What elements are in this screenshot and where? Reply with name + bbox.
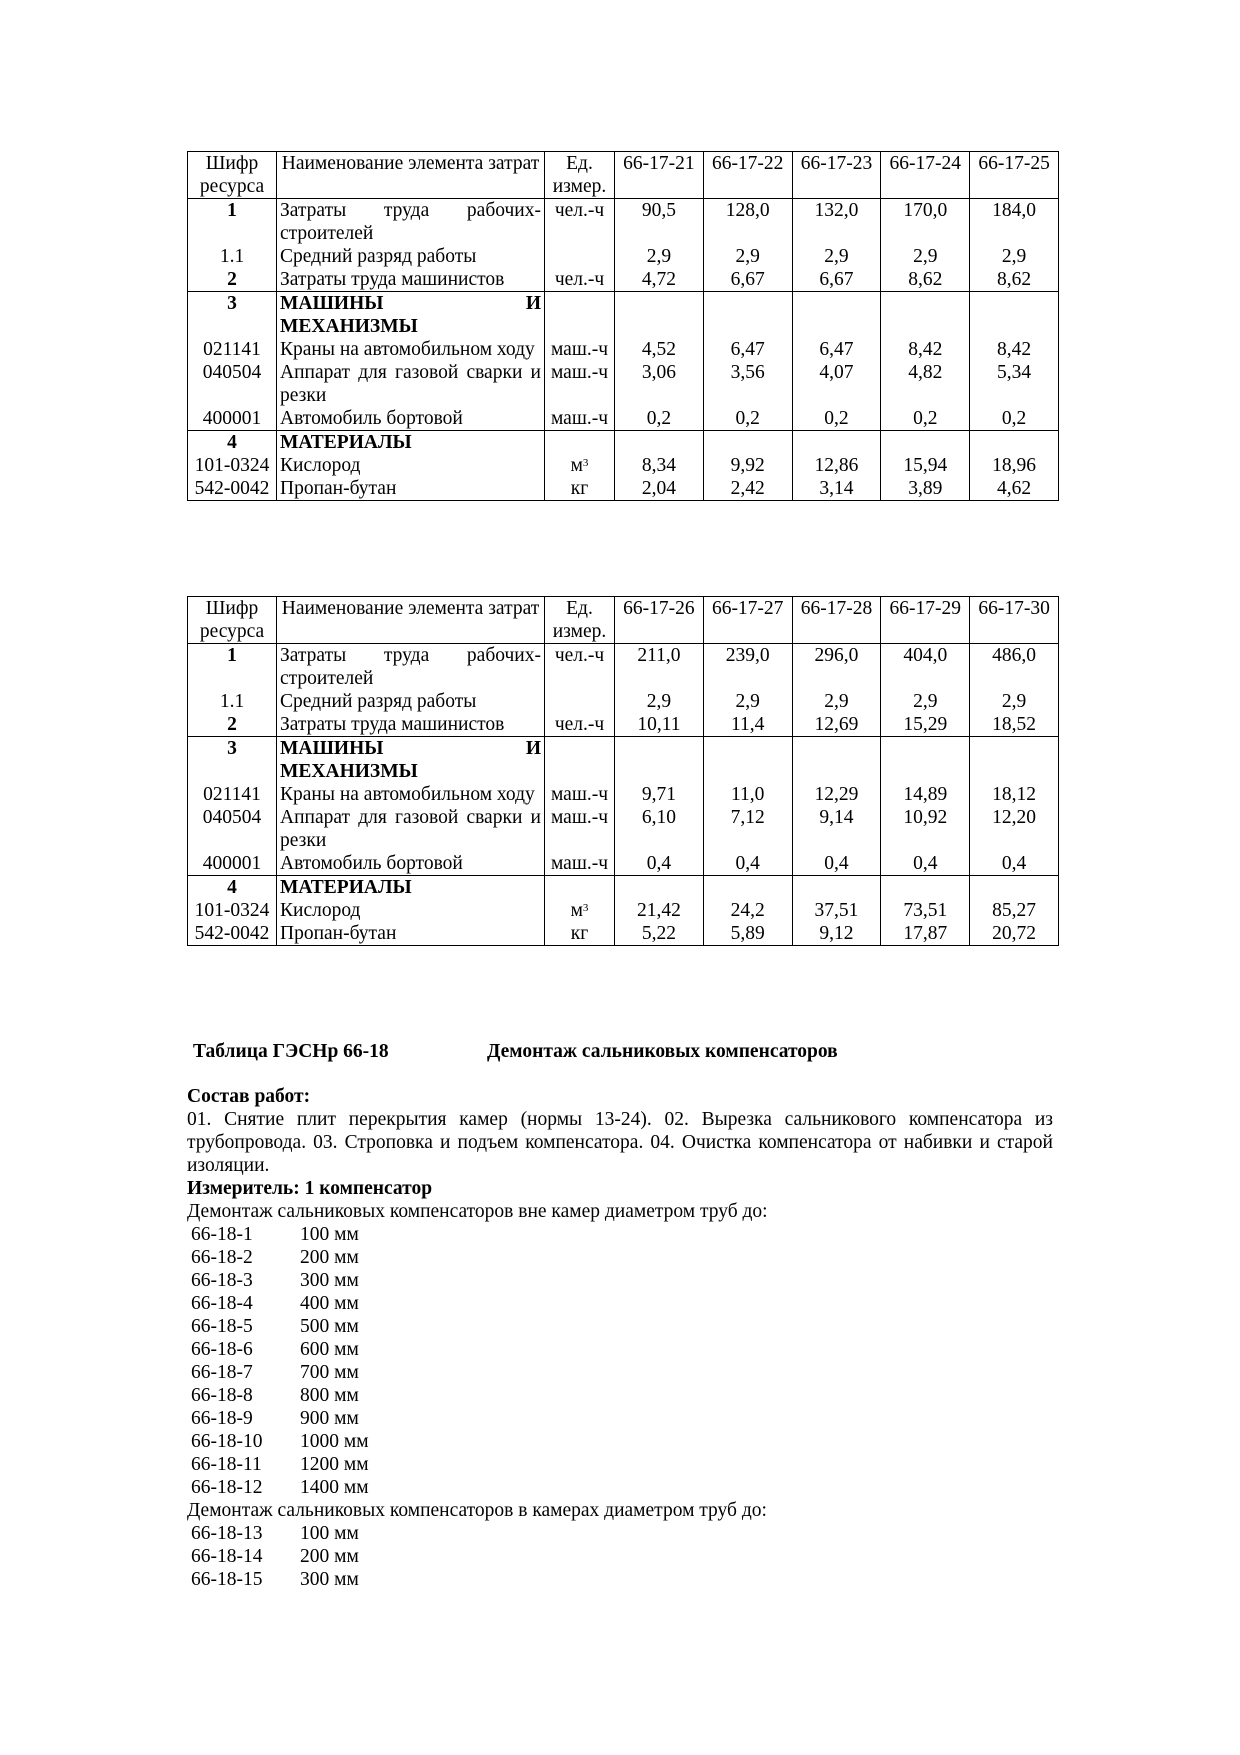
section-code: 4 bbox=[188, 876, 277, 900]
resource-name: Затраты труда рабочих-строителей bbox=[277, 644, 545, 691]
resource-value: 11,4 bbox=[703, 713, 792, 737]
norm-size: 1000 мм bbox=[300, 1431, 369, 1452]
table-row bbox=[188, 713, 1059, 737]
list-item bbox=[191, 1292, 369, 1315]
norm-code: 66-18-11 bbox=[191, 1454, 262, 1475]
norm-code: 66-18-13 bbox=[191, 1523, 263, 1544]
resource-value: 3,06 bbox=[615, 361, 704, 407]
composition-label: Состав работ: bbox=[187, 1086, 311, 1107]
resource-value: 14,89 bbox=[881, 783, 970, 806]
resource-code: 2 bbox=[188, 268, 277, 292]
resource-value: 11,0 bbox=[703, 783, 792, 806]
resource-value: 296,0 bbox=[792, 644, 881, 691]
resource-name: Пропан-бутан bbox=[277, 477, 545, 501]
resource-value: 0,2 bbox=[881, 407, 970, 431]
resource-value: 12,20 bbox=[970, 806, 1059, 852]
resource-value: 2,9 bbox=[970, 690, 1059, 713]
norm-code: 66-18-3 bbox=[191, 1270, 253, 1291]
resource-value: 2,9 bbox=[792, 690, 881, 713]
resource-value: 90,5 bbox=[615, 199, 704, 246]
resource-value: 21,42 bbox=[615, 899, 704, 922]
norm-size: 800 мм bbox=[300, 1385, 359, 1406]
header-norm: 66-17-25 bbox=[970, 152, 1059, 199]
resource-value: 7,12 bbox=[703, 806, 792, 852]
resource-value: 239,0 bbox=[703, 644, 792, 691]
norm-size: 1400 мм bbox=[300, 1477, 369, 1498]
table-row bbox=[188, 199, 1059, 246]
resource-unit: чел.-ч bbox=[545, 268, 615, 292]
header-code: Шифр ресурса bbox=[188, 152, 277, 199]
list-item bbox=[191, 1568, 359, 1591]
table-header-row bbox=[188, 152, 1059, 199]
resource-value: 12,29 bbox=[792, 783, 881, 806]
norm-size: 300 мм bbox=[300, 1270, 359, 1291]
table-row bbox=[188, 361, 1059, 407]
resource-value: 4,52 bbox=[615, 338, 704, 361]
norm-code: 66-18-6 bbox=[191, 1339, 253, 1360]
resource-unit bbox=[545, 690, 615, 713]
norm-size: 300 мм bbox=[300, 1569, 359, 1590]
header-name: Наименование элемента затрат bbox=[277, 152, 545, 199]
resource-value: 2,9 bbox=[615, 690, 704, 713]
resource-value: 2,9 bbox=[881, 690, 970, 713]
resource-value: 73,51 bbox=[881, 899, 970, 922]
list-item bbox=[191, 1522, 359, 1545]
resource-code: 1 bbox=[188, 199, 277, 246]
norm-code: 66-18-7 bbox=[191, 1362, 253, 1383]
resource-value: 2,9 bbox=[881, 245, 970, 268]
resource-value: 8,42 bbox=[881, 338, 970, 361]
table-section-row bbox=[188, 737, 1059, 784]
resource-code: 400001 bbox=[188, 407, 277, 431]
table-row bbox=[188, 245, 1059, 268]
resource-value: 17,87 bbox=[881, 922, 970, 946]
table-row bbox=[188, 477, 1059, 501]
resource-value: 5,34 bbox=[970, 361, 1059, 407]
resource-unit: чел.-ч bbox=[545, 199, 615, 246]
resource-name: Краны на автомобильном ходу bbox=[277, 783, 545, 806]
resource-unit: $м^3$ bbox=[545, 899, 615, 922]
table-row bbox=[188, 806, 1059, 852]
resource-unit: маш.-ч bbox=[545, 361, 615, 407]
header-norm: 66-17-27 bbox=[703, 597, 792, 644]
norm-code: 66-18-10 bbox=[191, 1431, 263, 1452]
table-row bbox=[188, 338, 1059, 361]
list-item bbox=[191, 1453, 369, 1476]
resource-value: 12,69 bbox=[792, 713, 881, 737]
header-code: Шифр ресурса bbox=[188, 597, 277, 644]
resource-value: 4,07 bbox=[792, 361, 881, 407]
group-title: Демонтаж сальниковых компенсаторов вне камер диаметром труб до: bbox=[187, 1201, 768, 1222]
resource-value: 2,9 bbox=[970, 245, 1059, 268]
resource-value: 18,12 bbox=[970, 783, 1059, 806]
table-id-heading: Таблица ГЭСНр 66-18 bbox=[193, 1041, 389, 1062]
resource-value: 0,2 bbox=[970, 407, 1059, 431]
resource-value: 0,2 bbox=[615, 407, 704, 431]
list-item bbox=[191, 1246, 369, 1269]
table-header-row bbox=[188, 597, 1059, 644]
section-code: 3 bbox=[188, 737, 277, 784]
resource-value: 8,62 bbox=[970, 268, 1059, 292]
norm-size: 200 мм bbox=[300, 1546, 359, 1567]
section-name: МАТЕРИАЛЫ bbox=[277, 431, 545, 455]
resource-value: 4,62 bbox=[970, 477, 1059, 501]
resource-value: 0,4 bbox=[703, 852, 792, 876]
resource-code: 1.1 bbox=[188, 245, 277, 268]
resource-unit: маш.-ч bbox=[545, 783, 615, 806]
resource-name: Кислород bbox=[277, 899, 545, 922]
resource-value: 18,96 bbox=[970, 454, 1059, 477]
resource-unit: кг bbox=[545, 477, 615, 501]
resource-value: 2,9 bbox=[792, 245, 881, 268]
norm-size: 500 мм bbox=[300, 1316, 359, 1337]
resource-value: 2,9 bbox=[615, 245, 704, 268]
resource-unit: чел.-ч bbox=[545, 713, 615, 737]
resource-value: 211,0 bbox=[615, 644, 704, 691]
list-item bbox=[191, 1223, 369, 1246]
norm-size: 1200 мм bbox=[300, 1454, 369, 1475]
section-name: МАШИНЫ И МЕХАНИЗМЫ bbox=[277, 292, 545, 339]
table-row bbox=[188, 852, 1059, 876]
resource-unit: маш.-ч bbox=[545, 407, 615, 431]
header-norm: 66-17-24 bbox=[881, 152, 970, 199]
list-item bbox=[191, 1476, 369, 1499]
list-item bbox=[191, 1269, 369, 1292]
norm-size: 900 мм bbox=[300, 1408, 359, 1429]
norm-code: 66-18-9 bbox=[191, 1408, 253, 1429]
resource-code: 2 bbox=[188, 713, 277, 737]
table-row bbox=[188, 922, 1059, 946]
resource-value: 9,14 bbox=[792, 806, 881, 852]
resource-code: 542-0042 bbox=[188, 477, 277, 501]
resource-value: 4,82 bbox=[881, 361, 970, 407]
resource-value: 6,47 bbox=[703, 338, 792, 361]
header-norm: 66-17-23 bbox=[792, 152, 881, 199]
resource-name: Краны на автомобильном ходу bbox=[277, 338, 545, 361]
table-row bbox=[188, 644, 1059, 691]
list-item bbox=[191, 1407, 369, 1430]
resource-value: 2,04 bbox=[615, 477, 704, 501]
resource-value: 0,2 bbox=[792, 407, 881, 431]
resource-name: Кислород bbox=[277, 454, 545, 477]
resource-value: 12,86 bbox=[792, 454, 881, 477]
resource-name: Средний разряд работы bbox=[277, 245, 545, 268]
section-code: 3 bbox=[188, 292, 277, 339]
table-row bbox=[188, 899, 1059, 922]
resource-code: 021141 bbox=[188, 783, 277, 806]
resource-value: 5,22 bbox=[615, 922, 704, 946]
resource-value: 3,89 bbox=[881, 477, 970, 501]
resource-unit: маш.-ч bbox=[545, 852, 615, 876]
resource-value: 10,11 bbox=[615, 713, 704, 737]
section-code: 4 bbox=[188, 431, 277, 455]
norm-size: 100 мм bbox=[300, 1224, 359, 1245]
resource-value: 0,4 bbox=[792, 852, 881, 876]
resource-value: 4,72 bbox=[615, 268, 704, 292]
resource-unit: кг bbox=[545, 922, 615, 946]
meter-label: Измеритель: 1 компенсатор bbox=[187, 1178, 433, 1199]
resource-name: Пропан-бутан bbox=[277, 922, 545, 946]
resource-value: 8,34 bbox=[615, 454, 704, 477]
norm-code: 66-18-15 bbox=[191, 1569, 263, 1590]
resource-code: 101-0324 bbox=[188, 899, 277, 922]
resource-name: Затраты труда рабочих-строителей bbox=[277, 199, 545, 246]
resource-value: 2,42 bbox=[703, 477, 792, 501]
resource-value: 0,4 bbox=[970, 852, 1059, 876]
resource-value: 0,2 bbox=[703, 407, 792, 431]
norm-code: 66-18-12 bbox=[191, 1477, 263, 1498]
norm-code: 66-18-5 bbox=[191, 1316, 253, 1337]
resource-value: 15,29 bbox=[881, 713, 970, 737]
resource-code: 1 bbox=[188, 644, 277, 691]
list-item bbox=[191, 1384, 369, 1407]
header-unit: Ед. измер. bbox=[545, 597, 615, 644]
resource-value: 9,92 bbox=[703, 454, 792, 477]
section-name: МАТЕРИАЛЫ bbox=[277, 876, 545, 900]
header-unit: Ед. измер. bbox=[545, 152, 615, 199]
table-row bbox=[188, 783, 1059, 806]
resource-value: 6,67 bbox=[792, 268, 881, 292]
header-norm: 66-17-26 bbox=[615, 597, 704, 644]
resource-value: 6,47 bbox=[792, 338, 881, 361]
list-item bbox=[191, 1545, 359, 1568]
table-row bbox=[188, 407, 1059, 431]
resource-value: 15,94 bbox=[881, 454, 970, 477]
header-norm: 66-17-22 bbox=[703, 152, 792, 199]
section-name: МАШИНЫ И МЕХАНИЗМЫ bbox=[277, 737, 545, 784]
table-title-heading: Демонтаж сальниковых компенсаторов bbox=[487, 1041, 838, 1062]
resource-name: Затраты труда машинистов bbox=[277, 268, 545, 292]
header-name: Наименование элемента затрат bbox=[277, 597, 545, 644]
list-item bbox=[191, 1338, 369, 1361]
resource-value: 3,14 bbox=[792, 477, 881, 501]
resource-value: 20,72 bbox=[970, 922, 1059, 946]
header-norm: 66-17-28 bbox=[792, 597, 881, 644]
resource-table-66-17-21-25 bbox=[187, 151, 1059, 501]
norm-code: 66-18-8 bbox=[191, 1385, 253, 1406]
resource-code: 040504 bbox=[188, 361, 277, 407]
resource-value: 85,27 bbox=[970, 899, 1059, 922]
resource-name: Автомобиль бортовой bbox=[277, 407, 545, 431]
resource-name: Затраты труда машинистов bbox=[277, 713, 545, 737]
resource-value: 6,67 bbox=[703, 268, 792, 292]
resource-value: 2,9 bbox=[703, 690, 792, 713]
resource-value: 10,92 bbox=[881, 806, 970, 852]
norm-size: 700 мм bbox=[300, 1362, 359, 1383]
composition-text: 01. Снятие плит перекрытия камер (нормы 13-24). 02. Вырезка сальникового компенсатора из трубопровода. 03. Строповка и подъем компенсатора. 04. Очистка компенсатора от набивки и старой изоляции. bbox=[187, 1109, 1053, 1176]
norm-list-in-chambers bbox=[191, 1522, 359, 1591]
table-section-row bbox=[188, 292, 1059, 339]
table-row bbox=[188, 268, 1059, 292]
table-row bbox=[188, 454, 1059, 477]
resource-name: Аппарат для газовой сварки и резки bbox=[277, 361, 545, 407]
header-norm: 66-17-21 bbox=[615, 152, 704, 199]
resource-value: 24,2 bbox=[703, 899, 792, 922]
resource-value: 0,4 bbox=[615, 852, 704, 876]
resource-unit: маш.-ч bbox=[545, 806, 615, 852]
resource-name: Автомобиль бортовой bbox=[277, 852, 545, 876]
table-section-row bbox=[188, 431, 1059, 455]
work-composition bbox=[187, 1085, 1053, 1223]
norm-size: 600 мм bbox=[300, 1339, 359, 1360]
resource-value: 2,9 bbox=[703, 245, 792, 268]
resource-value: 9,71 bbox=[615, 783, 704, 806]
norm-size: 200 мм bbox=[300, 1247, 359, 1268]
resource-code: 400001 bbox=[188, 852, 277, 876]
resource-code: 040504 bbox=[188, 806, 277, 852]
resource-value: 18,52 bbox=[970, 713, 1059, 737]
resource-code: 542-0042 bbox=[188, 922, 277, 946]
resource-value: 5,89 bbox=[703, 922, 792, 946]
list-item bbox=[191, 1361, 369, 1384]
group-title: Демонтаж сальниковых компенсаторов в камерах диаметром труб до: bbox=[187, 1500, 767, 1521]
header-norm: 66-17-29 bbox=[881, 597, 970, 644]
resource-unit: чел.-ч bbox=[545, 644, 615, 691]
norm-code: 66-18-1 bbox=[191, 1224, 253, 1245]
resource-name: Средний разряд работы bbox=[277, 690, 545, 713]
list-item bbox=[191, 1430, 369, 1453]
table-section-row bbox=[188, 876, 1059, 900]
resource-value: 37,51 bbox=[792, 899, 881, 922]
resource-unit: $м^3$ bbox=[545, 454, 615, 477]
resource-value: 170,0 bbox=[881, 199, 970, 246]
resource-code: 021141 bbox=[188, 338, 277, 361]
list-item bbox=[191, 1315, 369, 1338]
resource-value: 486,0 bbox=[970, 644, 1059, 691]
resource-unit bbox=[545, 245, 615, 268]
resource-code: 1.1 bbox=[188, 690, 277, 713]
norm-code: 66-18-4 bbox=[191, 1293, 253, 1314]
header-norm: 66-17-30 bbox=[970, 597, 1059, 644]
resource-code: 101-0324 bbox=[188, 454, 277, 477]
norm-size: 100 мм bbox=[300, 1523, 359, 1544]
resource-value: 128,0 bbox=[703, 199, 792, 246]
resource-value: 3,56 bbox=[703, 361, 792, 407]
resource-value: 132,0 bbox=[792, 199, 881, 246]
resource-name: Аппарат для газовой сварки и резки bbox=[277, 806, 545, 852]
resource-value: 8,62 bbox=[881, 268, 970, 292]
norm-list-outside-chambers bbox=[191, 1223, 369, 1499]
resource-value: 9,12 bbox=[792, 922, 881, 946]
table-row bbox=[188, 690, 1059, 713]
resource-value: 184,0 bbox=[970, 199, 1059, 246]
resource-value: 6,10 bbox=[615, 806, 704, 852]
norm-code: 66-18-2 bbox=[191, 1247, 253, 1268]
resource-value: 0,4 bbox=[881, 852, 970, 876]
resource-unit: маш.-ч bbox=[545, 338, 615, 361]
resource-table-66-17-26-30 bbox=[187, 596, 1059, 946]
norm-code: 66-18-14 bbox=[191, 1546, 263, 1567]
resource-value: 404,0 bbox=[881, 644, 970, 691]
norm-size: 400 мм bbox=[300, 1293, 359, 1314]
resource-value: 8,42 bbox=[970, 338, 1059, 361]
